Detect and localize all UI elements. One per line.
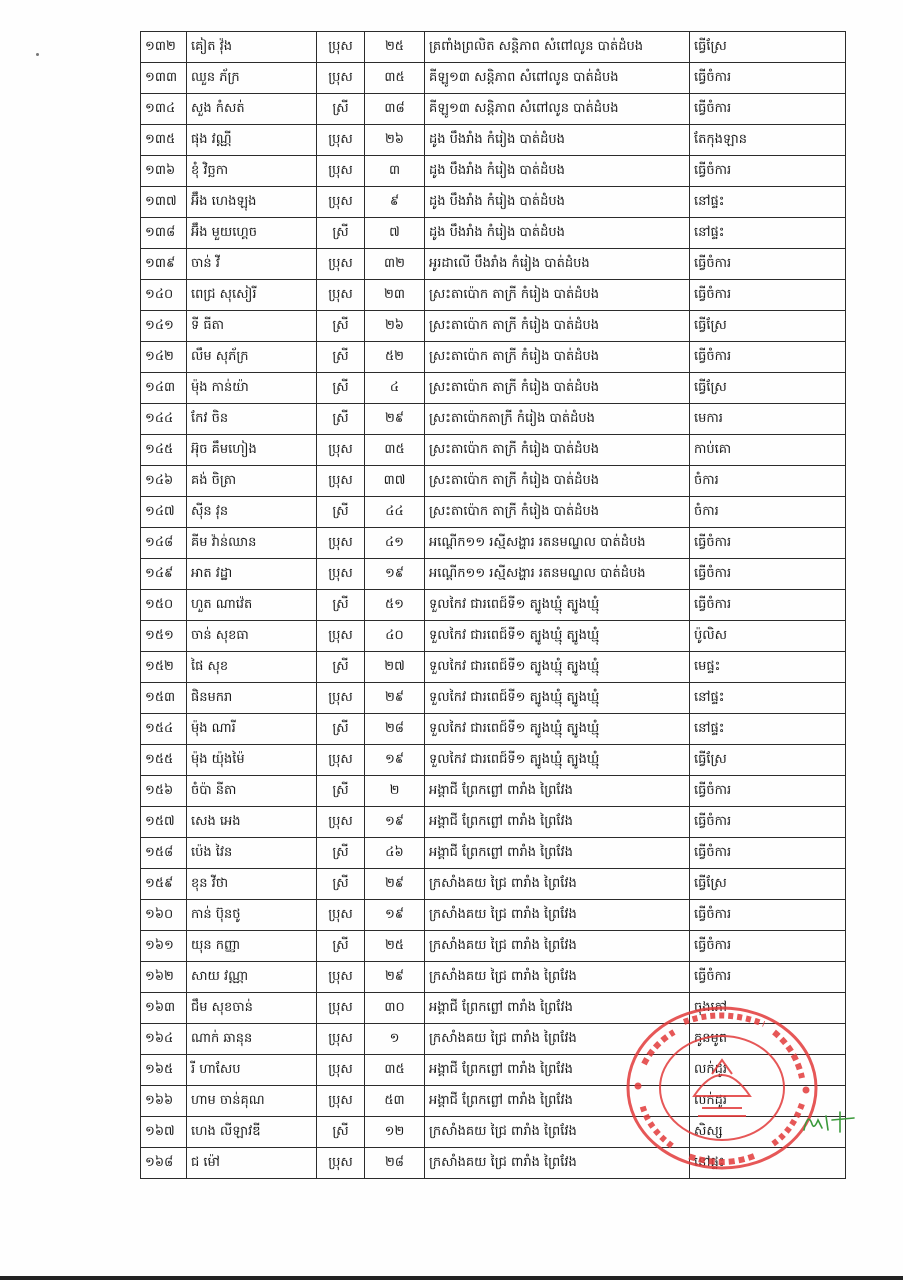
sex-cell: ស្រី <box>317 373 365 404</box>
address-cell: អង្គាជី ព្រែកព្លៅ ពារាំង ព្រៃវែង <box>425 1055 690 1086</box>
row-number: ១៦២ <box>141 962 187 993</box>
occupation-cell: នៅផ្ទះ <box>690 683 846 714</box>
sex-cell: ស្រី <box>317 931 365 962</box>
row-number: ១៥៨ <box>141 838 187 869</box>
occupation-cell: ធ្វើចំការ <box>690 249 846 280</box>
table-row <box>141 32 846 63</box>
sex-cell: ប្រុស <box>317 900 365 931</box>
age-cell: ៩ <box>365 187 425 218</box>
address-cell: ក្រសាំងគយ ជ្រៃ ពារាំង ព្រៃវែង <box>425 1117 690 1148</box>
row-number: ១៤៤ <box>141 404 187 435</box>
person-name: ចំប៉ា នីតា <box>187 776 317 807</box>
age-cell: ៥១ <box>365 590 425 621</box>
address-cell: ស្រះតាប៉ោក តាក្រី កំរៀង បាត់ដំបង <box>425 497 690 528</box>
occupation-cell: នៅផ្ទះ <box>690 1148 846 1179</box>
address-cell: គីឡូ១៣ សន្តិភាព សំពៅលូន បាត់ដំបង <box>425 94 690 125</box>
row-number: ១៣៦ <box>141 156 187 187</box>
row-number: ១៣៥ <box>141 125 187 156</box>
occupation-cell: សិស្ស <box>690 1117 846 1148</box>
occupation-cell: ធ្វើស្រែ <box>690 373 846 404</box>
occupation-cell: ធ្វើចំការ <box>690 807 846 838</box>
person-name: អាត វដ្ឋា <box>187 559 317 590</box>
person-name: ណាក់ ឆានុន <box>187 1024 317 1055</box>
occupation-cell: កូនមូត <box>690 1024 846 1055</box>
age-cell: ២៦ <box>365 311 425 342</box>
sex-cell: ស្រី <box>317 311 365 342</box>
sex-cell: ស្រី <box>317 342 365 373</box>
person-name: អ៊ឹង ហេងឡុង <box>187 187 317 218</box>
occupation-cell: ធ្វើចំការ <box>690 590 846 621</box>
table-row <box>141 931 846 962</box>
table-row <box>141 435 846 466</box>
address-cell: ដូង បឹងរាំង កំរៀង បាត់ដំបង <box>425 187 690 218</box>
address-cell: ក្រសាំងគយ ជ្រៃ ពារាំង ព្រៃវែង <box>425 1148 690 1179</box>
occupation-cell: ធ្វើចំការ <box>690 528 846 559</box>
address-cell: ក្រសាំងគយ ជ្រៃ ពារាំង ព្រៃវែង <box>425 869 690 900</box>
address-cell: អង្គាជី ព្រែកព្លៅ ពារាំង ព្រៃវែង <box>425 776 690 807</box>
occupation-cell: ធ្វើស្រែ <box>690 745 846 776</box>
sex-cell: ស្រី <box>317 776 365 807</box>
age-cell: ២ <box>365 776 425 807</box>
table-row <box>141 962 846 993</box>
address-cell: ទួលកៃវ ជារពេជ៍ទី១ ត្បូងឃ្មុំ ត្បូងឃ្មុំ <box>425 714 690 745</box>
person-name: ខុន វីថា <box>187 869 317 900</box>
address-cell: ក្រសាំងគយ ជ្រៃ ពារាំង ព្រៃវែង <box>425 900 690 931</box>
sex-cell: ប្រុស <box>317 1148 365 1179</box>
address-cell: ក្រសាំងគយ ជ្រៃ ពារាំង ព្រៃវែង <box>425 931 690 962</box>
sex-cell: ប្រុស <box>317 745 365 776</box>
table-row <box>141 187 846 218</box>
sex-cell: ប្រុស <box>317 63 365 94</box>
occupation-cell: ធ្វើចំការ <box>690 900 846 931</box>
person-name: យុន កញ្ញា <box>187 931 317 962</box>
person-name: ផិនមករា <box>187 683 317 714</box>
age-cell: ២៧ <box>365 652 425 683</box>
row-number: ១៥៧ <box>141 807 187 838</box>
person-name: ហាម ចាន់គុណ <box>187 1086 317 1117</box>
address-cell: ទួលកៃវ ជារពេជ៍ទី១ ត្បូងឃ្មុំ ត្បូងឃ្មុំ <box>425 590 690 621</box>
table-row <box>141 590 846 621</box>
occupation-cell: នៅផ្ទះ <box>690 714 846 745</box>
address-cell: ដូង បឹងរាំង កំរៀង បាត់ដំបង <box>425 218 690 249</box>
person-name: រី ហាសែប <box>187 1055 317 1086</box>
sex-cell: ប្រុស <box>317 621 365 652</box>
table-row <box>141 63 846 94</box>
table-row <box>141 342 846 373</box>
person-name: ចាន់ សុខធា <box>187 621 317 652</box>
address-cell: អណ្ដើក១១ រស្មីសង្ហារ រតនមណ្ឌល បាត់ដំបង <box>425 559 690 590</box>
row-number: ១៣៤ <box>141 94 187 125</box>
occupation-cell: នៅផ្ទះ <box>690 187 846 218</box>
occupation-cell: ធ្វើស្រែ <box>690 311 846 342</box>
person-name: គៀត វ៉ុង <box>187 32 317 63</box>
person-name: គង់ ចិត្រា <box>187 466 317 497</box>
table-row <box>141 776 846 807</box>
age-cell: ២៩ <box>365 869 425 900</box>
person-name: សួង កំសត់ <box>187 94 317 125</box>
sex-cell: ស្រី <box>317 497 365 528</box>
occupation-cell: កាប់គោ <box>690 435 846 466</box>
row-number: ១៥៣ <box>141 683 187 714</box>
table-row <box>141 94 846 125</box>
age-cell: ៤០ <box>365 621 425 652</box>
age-cell: ៤៦ <box>365 838 425 869</box>
official-seal-stamp <box>624 1004 820 1172</box>
sex-cell: ស្រី <box>317 94 365 125</box>
sex-cell: ប្រុស <box>317 32 365 63</box>
table-row <box>141 373 846 404</box>
address-cell: ស្រះតាប៉ោកតាក្រី កំរៀង បាត់ដំបង <box>425 404 690 435</box>
row-number: ១៥៥ <box>141 745 187 776</box>
age-cell: ២៦ <box>365 125 425 156</box>
table-row <box>141 652 846 683</box>
row-number: ១៦៧ <box>141 1117 187 1148</box>
row-number: ១៦៥ <box>141 1055 187 1086</box>
age-cell: ២៥ <box>365 32 425 63</box>
sex-cell: ប្រុស <box>317 559 365 590</box>
address-cell: អង្គាជី ព្រែកព្លៅ ពារាំង ព្រៃវែង <box>425 838 690 869</box>
person-name: ខុំ វិច្ឆកា <box>187 156 317 187</box>
age-cell: ២៨ <box>365 1148 425 1179</box>
row-number: ១៤៣ <box>141 373 187 404</box>
sex-cell: ប្រុស <box>317 1055 365 1086</box>
table-row <box>141 714 846 745</box>
address-cell: ស្រះតាប៉ោក តាក្រី កំរៀង បាត់ដំបង <box>425 435 690 466</box>
sex-cell: ប្រុស <box>317 683 365 714</box>
occupation-cell: ធ្វើចំការ <box>690 94 846 125</box>
age-cell: ៣៥ <box>365 435 425 466</box>
person-name: ស៊ីន វុន <box>187 497 317 528</box>
sex-cell: ប្រុស <box>317 187 365 218</box>
occupation-cell: ធ្វើចំការ <box>690 931 846 962</box>
scan-speck <box>36 53 39 56</box>
occupation-cell: ធ្វើចំការ <box>690 838 846 869</box>
row-number: ១៣៣ <box>141 63 187 94</box>
table-row <box>141 404 846 435</box>
row-number: ១៤៥ <box>141 435 187 466</box>
age-cell: ៣ <box>365 156 425 187</box>
sex-cell: ប្រុស <box>317 807 365 838</box>
age-cell: ៥២ <box>365 342 425 373</box>
address-cell: អូរដាលើ បឹងរាំង កំរៀង បាត់ដំបង <box>425 249 690 280</box>
row-number: ១៤៨ <box>141 528 187 559</box>
sex-cell: ប្រុស <box>317 1086 365 1117</box>
sex-cell: ប្រុស <box>317 1024 365 1055</box>
table-row <box>141 528 846 559</box>
occupation-cell: ធ្វើចំការ <box>690 63 846 94</box>
address-cell: គីឡូ១៣ សន្តិភាព សំពៅលូន បាត់ដំបង <box>425 63 690 94</box>
row-number: ១៦៦ <box>141 1086 187 1117</box>
address-cell: ទួលកៃវ ជារពេជ៍ទី១ ត្បូងឃ្មុំ ត្បូងឃ្មុំ <box>425 683 690 714</box>
person-name: ឈួន ភ័ក្រ <box>187 63 317 94</box>
person-name: គីម វ៉ាន់ឈាន <box>187 528 317 559</box>
person-name: សេង អេង <box>187 807 317 838</box>
occupation-cell: ធ្វើចំការ <box>690 962 846 993</box>
sex-cell: ស្រី <box>317 714 365 745</box>
row-number: ១៦១ <box>141 931 187 962</box>
occupation-cell: ធ្វើចំការ <box>690 156 846 187</box>
table-row <box>141 249 846 280</box>
age-cell: ១៩ <box>365 807 425 838</box>
sex-cell: ប្រុស <box>317 962 365 993</box>
person-name: ទី ធីតា <box>187 311 317 342</box>
person-name: អ៊ឹង មួយហ្គេច <box>187 218 317 249</box>
scan-bottom-edge <box>0 1276 903 1280</box>
occupation-cell: លក់ដូរ <box>690 1086 846 1117</box>
table-row <box>141 125 846 156</box>
sex-cell: ប្រុស <box>317 993 365 1024</box>
age-cell: ២៩ <box>365 404 425 435</box>
row-number: ១៤៧ <box>141 497 187 528</box>
person-name: ផៃ សុខ <box>187 652 317 683</box>
table-row <box>141 807 846 838</box>
age-cell: ៤១ <box>365 528 425 559</box>
address-cell: ស្រះតាប៉ោក តាក្រី កំរៀង បាត់ដំបង <box>425 466 690 497</box>
person-name: សាយ វណ្ណា <box>187 962 317 993</box>
row-number: ១៥២ <box>141 652 187 683</box>
occupation-cell: ធ្វើស្រែ <box>690 32 846 63</box>
sex-cell: ប្រុស <box>317 125 365 156</box>
occupation-cell: ធ្វើចំការ <box>690 342 846 373</box>
person-name: ហេង លីឡាវឌី <box>187 1117 317 1148</box>
age-cell: ៤ <box>365 373 425 404</box>
address-cell: ក្រសាំងគយ ជ្រៃ ពារាំង ព្រៃវែង <box>425 1024 690 1055</box>
occupation-cell: ចំការ <box>690 466 846 497</box>
row-number: ១៣៧ <box>141 187 187 218</box>
table-row <box>141 900 846 931</box>
table-row <box>141 218 846 249</box>
sex-cell: ស្រី <box>317 218 365 249</box>
occupation-cell: លក់ដូរ <box>690 1055 846 1086</box>
person-name: កែវ ចិន <box>187 404 317 435</box>
address-cell: ក្រសាំងគយ ជ្រៃ ពារាំង ព្រៃវែង <box>425 962 690 993</box>
age-cell: ១៩ <box>365 745 425 776</box>
address-cell: ទួលកៃវ ជារពេជ៍ទី១ ត្បូងឃ្មុំ ត្បូងឃ្មុំ <box>425 652 690 683</box>
row-number: ១៥៩ <box>141 869 187 900</box>
person-name: ហួត ណាវ៉េត <box>187 590 317 621</box>
occupation-cell: ធ្វើចំការ <box>690 559 846 590</box>
age-cell: ៣៨ <box>365 94 425 125</box>
occupation-cell: មេផ្ទះ <box>690 652 846 683</box>
sex-cell: ប្រុស <box>317 466 365 497</box>
occupation-cell: ប៉ូលិស <box>690 621 846 652</box>
address-cell: ស្រះតាប៉ោក តាក្រី កំរៀង បាត់ដំបង <box>425 280 690 311</box>
address-cell: ស្រះតាប៉ោក តាក្រី កំរៀង បាត់ដំបង <box>425 342 690 373</box>
person-name: ម៉ុង កាន់យ៉ា <box>187 373 317 404</box>
table-row <box>141 280 846 311</box>
row-number: ១៦៨ <box>141 1148 187 1179</box>
table-row <box>141 683 846 714</box>
age-cell: ២៩ <box>365 683 425 714</box>
sex-cell: ស្រី <box>317 869 365 900</box>
row-number: ១៣២ <box>141 32 187 63</box>
age-cell: ១ <box>365 1024 425 1055</box>
table-row <box>141 497 846 528</box>
occupation-cell: ចុងភៅ <box>690 993 846 1024</box>
sex-cell: ស្រី <box>317 1117 365 1148</box>
person-name: កាន់ ប៊ុនថូ <box>187 900 317 931</box>
occupation-cell: ធ្វើស្រែ <box>690 869 846 900</box>
address-cell: ស្រះតាប៉ោក តាក្រី កំរៀង បាត់ដំបង <box>425 373 690 404</box>
sex-cell: ស្រី <box>317 404 365 435</box>
person-name: ជ ម៉ៅ <box>187 1148 317 1179</box>
age-cell: ១២ <box>365 1117 425 1148</box>
row-number: ១៣៨ <box>141 218 187 249</box>
age-cell: ២៣ <box>365 280 425 311</box>
person-name: ពេជ្រ សុសៀរី <box>187 280 317 311</box>
occupation-cell: ចំការ <box>690 497 846 528</box>
address-cell: ទួលកៃវ ជារពេជ៍ទី១ ត្បូងឃ្មុំ ត្បូងឃ្មុំ <box>425 621 690 652</box>
row-number: ១៥៦ <box>141 776 187 807</box>
row-number: ១៥១ <box>141 621 187 652</box>
age-cell: ៣៧ <box>365 466 425 497</box>
person-name: ប៉េង វៃន <box>187 838 317 869</box>
occupation-cell: មេការ <box>690 404 846 435</box>
address-cell: អង្គាជី ព្រែកព្លៅ ពារាំង ព្រៃវែង <box>425 993 690 1024</box>
age-cell: ១៩ <box>365 900 425 931</box>
sex-cell: ស្រី <box>317 590 365 621</box>
address-cell: អង្គាជី ព្រែកព្លៅ ពារាំង ព្រៃវែង <box>425 1086 690 1117</box>
table-row <box>141 838 846 869</box>
age-cell: ៥៣ <box>365 1086 425 1117</box>
sex-cell: ស្រី <box>317 652 365 683</box>
address-cell: អង្គាជី ព្រែកព្លៅ ពារាំង ព្រៃវែង <box>425 807 690 838</box>
row-number: ១៤១ <box>141 311 187 342</box>
address-cell: អណ្ដើក១១ រស្មីសង្ហារ រតនមណ្ឌល បាត់ដំបង <box>425 528 690 559</box>
row-number: ១៣៩ <box>141 249 187 280</box>
row-number: ១៦០ <box>141 900 187 931</box>
person-name: ជឹម សុខចាន់ <box>187 993 317 1024</box>
address-cell: ដូង បឹងរាំង កំរៀង បាត់ដំបង <box>425 125 690 156</box>
age-cell: ៣៥ <box>365 1055 425 1086</box>
sex-cell: ប្រុស <box>317 156 365 187</box>
person-name: ផុង វណ្ណី <box>187 125 317 156</box>
age-cell: ២៨ <box>365 714 425 745</box>
address-cell: ស្រះតាប៉ោក តាក្រី កំរៀង បាត់ដំបង <box>425 311 690 342</box>
table-row <box>141 311 846 342</box>
table-row <box>141 156 846 187</box>
row-number: ១៤៦ <box>141 466 187 497</box>
age-cell: ១៩ <box>365 559 425 590</box>
sex-cell: ប្រុស <box>317 528 365 559</box>
row-number: ១៦៤ <box>141 1024 187 1055</box>
occupation-cell: ធ្វើចំការ <box>690 776 846 807</box>
age-cell: ៤៤ <box>365 497 425 528</box>
handwritten-signature <box>800 1106 858 1136</box>
age-cell: ៣៥ <box>365 63 425 94</box>
row-number: ១៤៩ <box>141 559 187 590</box>
sex-cell: ប្រុស <box>317 249 365 280</box>
table-row <box>141 745 846 776</box>
age-cell: ៧ <box>365 218 425 249</box>
row-number: ១៥៤ <box>141 714 187 745</box>
occupation-cell: ធ្វើចំការ <box>690 280 846 311</box>
person-name: ម៉ុង ណារី <box>187 714 317 745</box>
person-name: ចាន់ វី <box>187 249 317 280</box>
address-cell: ត្រពាំងព្រលិត សន្តិភាព សំពៅលូន បាត់ដំបង <box>425 32 690 63</box>
address-cell: ដូង បឹងរាំង កំរៀង បាត់ដំបង <box>425 156 690 187</box>
address-cell: ទួលកៃវ ជារពេជ៍ទី១ ត្បូងឃ្មុំ ត្បូងឃ្មុំ <box>425 745 690 776</box>
occupation-cell: តែកុងឡាន <box>690 125 846 156</box>
person-name: អ៊ុច គឹមហៀង <box>187 435 317 466</box>
sex-cell: ប្រុស <box>317 435 365 466</box>
occupation-cell: នៅផ្ទះ <box>690 218 846 249</box>
age-cell: ៣០ <box>365 993 425 1024</box>
row-number: ១៤២ <box>141 342 187 373</box>
age-cell: ២៩ <box>365 962 425 993</box>
person-name: ម៉ុង យ៉ុងម៉ៃ <box>187 745 317 776</box>
person-name: លឹម សុភ័ក្រ <box>187 342 317 373</box>
age-cell: ២៥ <box>365 931 425 962</box>
table-row <box>141 869 846 900</box>
row-number: ១៥០ <box>141 590 187 621</box>
table-row <box>141 559 846 590</box>
sex-cell: ប្រុស <box>317 280 365 311</box>
table-row <box>141 466 846 497</box>
table-row <box>141 621 846 652</box>
row-number: ១៤០ <box>141 280 187 311</box>
age-cell: ៣២ <box>365 249 425 280</box>
row-number: ១៦៣ <box>141 993 187 1024</box>
sex-cell: ស្រី <box>317 838 365 869</box>
